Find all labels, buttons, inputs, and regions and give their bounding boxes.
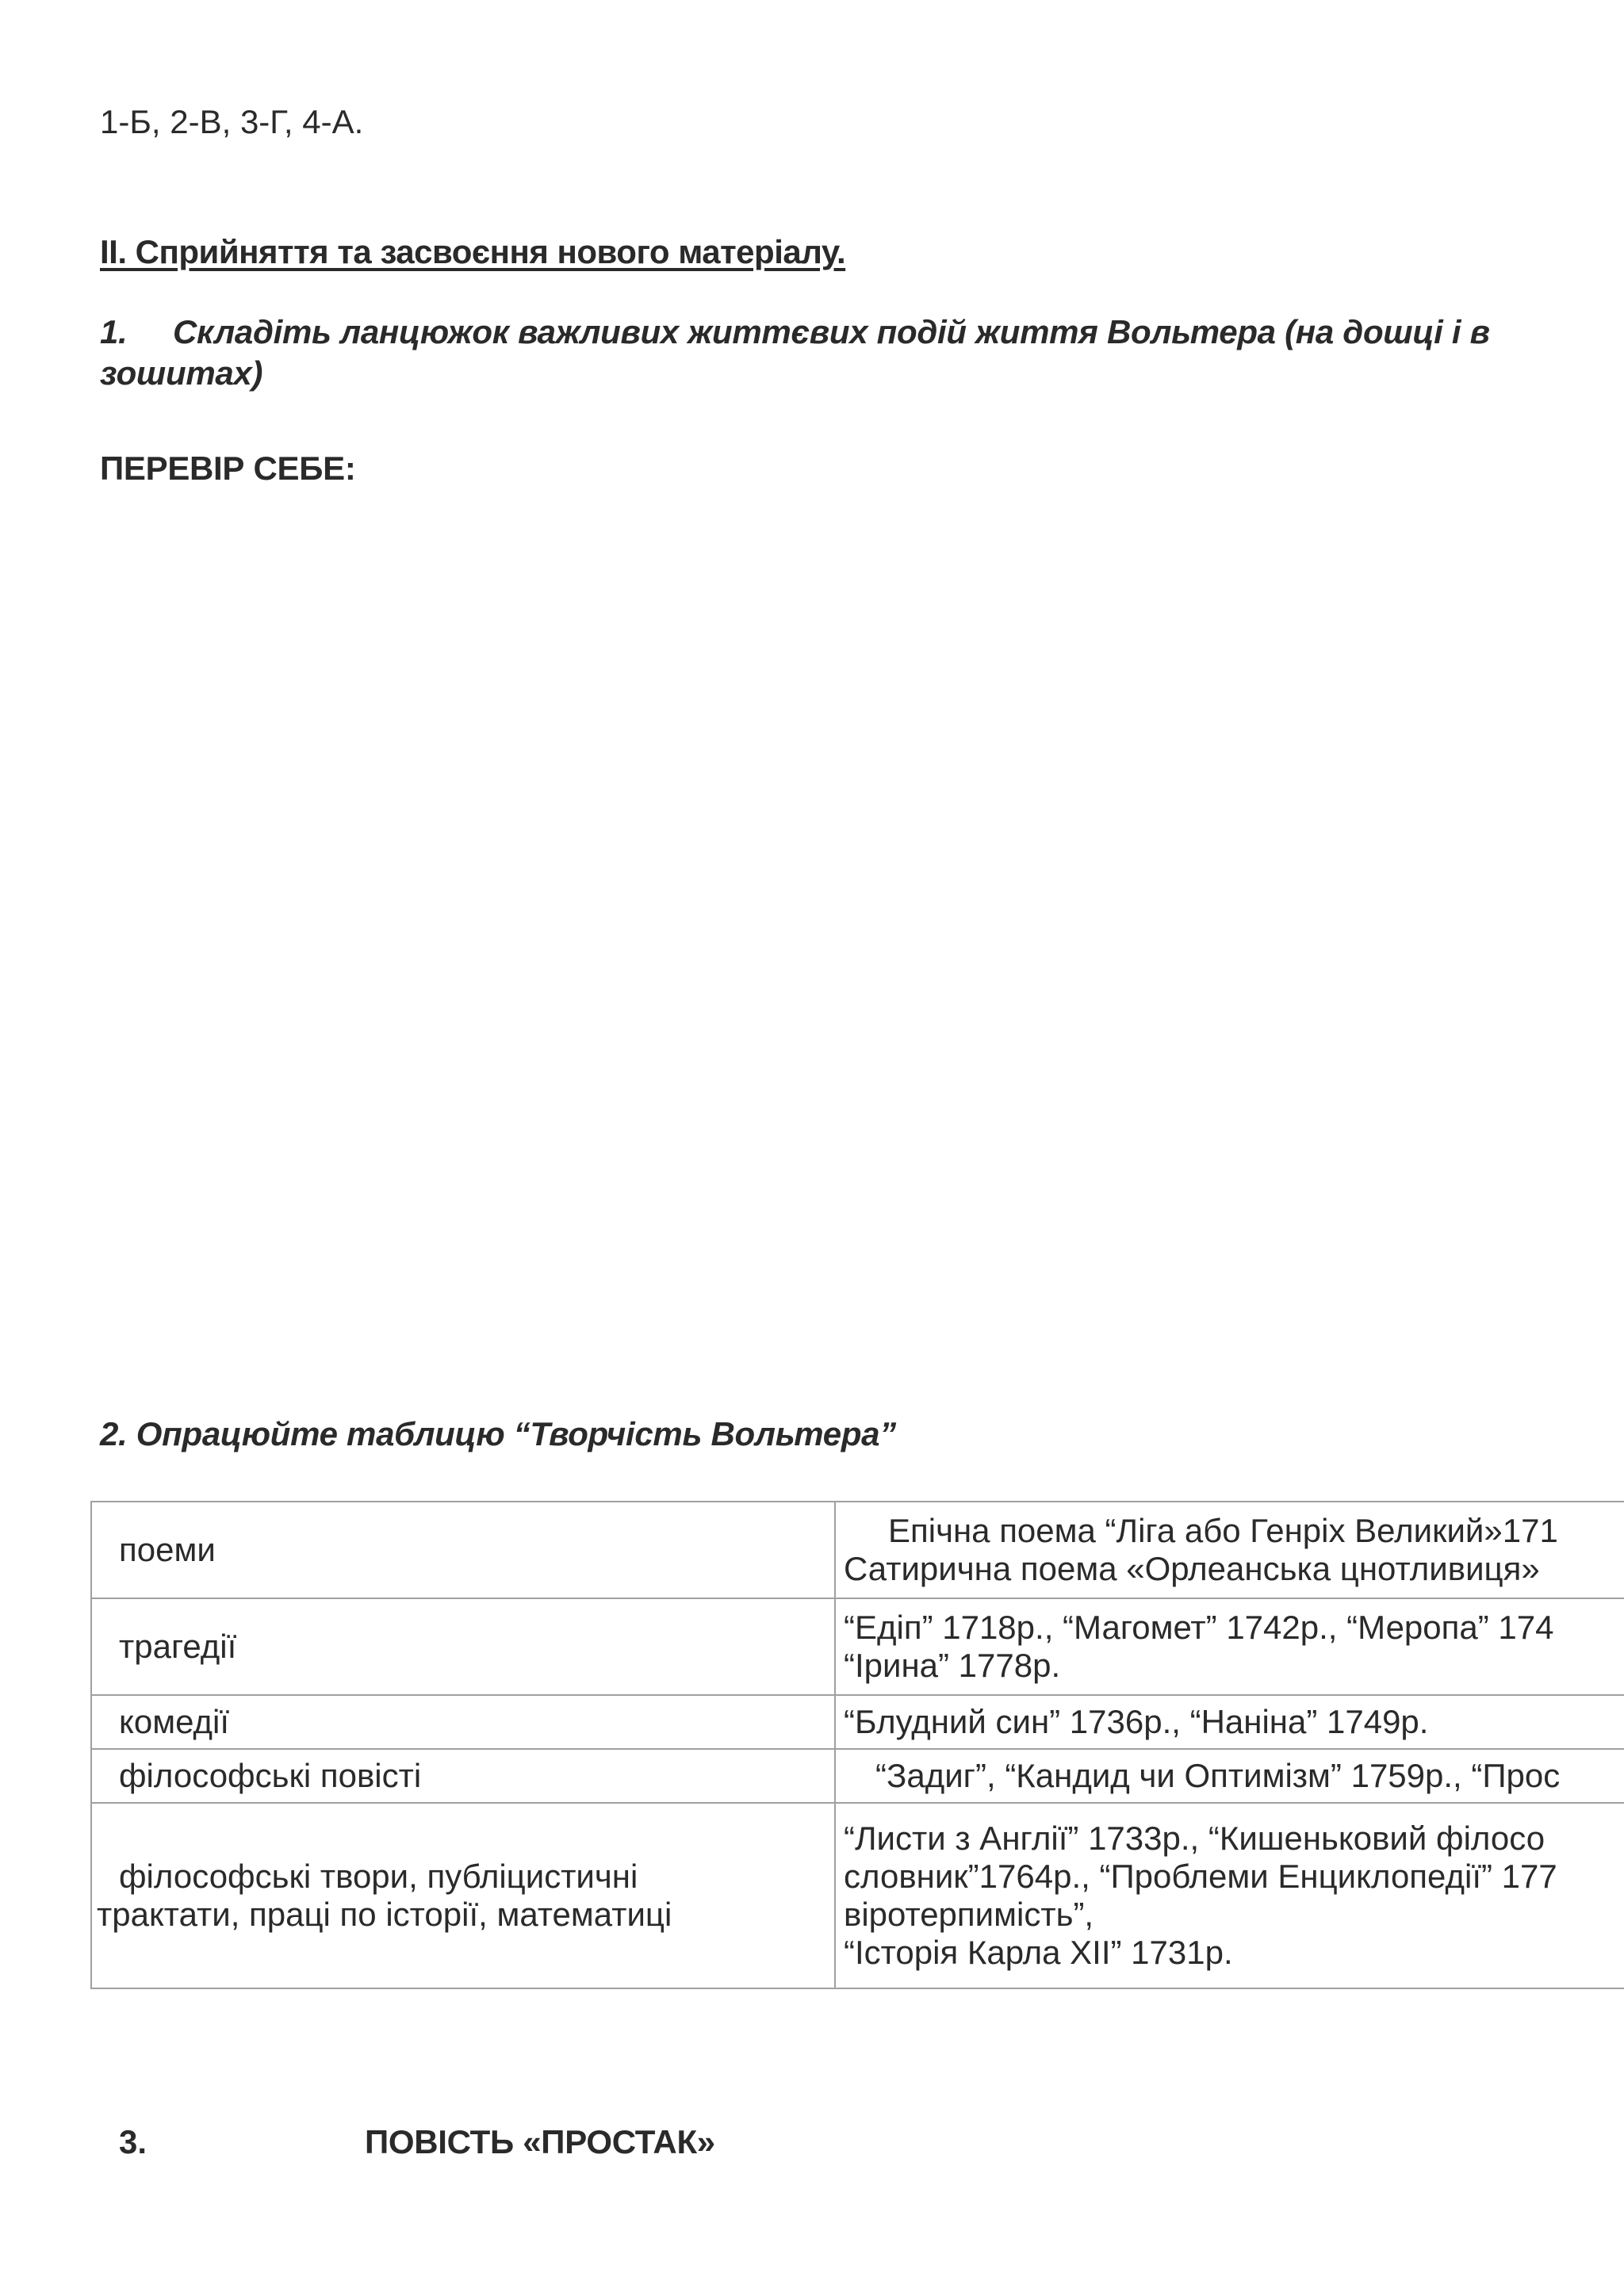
table-row-poems xyxy=(91,1502,1624,1598)
genre-cell xyxy=(91,1598,835,1695)
titles-cell xyxy=(835,1695,1624,1749)
table-row-comedies xyxy=(91,1695,1624,1749)
titles-cell xyxy=(835,1749,1624,1803)
genre-cell xyxy=(91,1803,835,1988)
genre-label: поеми xyxy=(119,1531,216,1568)
titles-line: Епічна поема “Ліга або Генріх Великий»171 xyxy=(888,1512,1558,1549)
voltaire-works-table xyxy=(90,1501,1624,1989)
task-3-title: ПОВІСТЬ «ПРОСТАК» xyxy=(365,2123,715,2160)
titles-cell xyxy=(835,1502,1624,1598)
task-1-number: 1. xyxy=(100,313,128,350)
genre-label: трагедії xyxy=(119,1628,237,1665)
task-1 xyxy=(100,312,1527,394)
table-row-tragedies xyxy=(91,1598,1624,1695)
titles-line: “Історія Карла ХІІ” 1731р. xyxy=(844,1934,1233,1971)
task-2-heading: 2. Опрацюйте таблицю “Творчість Вольтера” xyxy=(100,1415,896,1452)
task-1-text: Складіть ланцюжок важливих життєвих подій життя Вольтера (на дошці і в зошитах) xyxy=(100,313,1490,392)
genre-label: філософські твори, публіцистичні xyxy=(119,1858,638,1895)
answers-line: 1-Б, 2-В, 3-Г, 4-А. xyxy=(100,103,364,140)
titles-line: віротерпимість”, xyxy=(844,1896,1094,1933)
table-row-philosophical-stories xyxy=(91,1749,1624,1803)
table-row-treatises xyxy=(91,1803,1624,1988)
section-title: ІІ. Сприйняття та засвоєння нового матеріалу. xyxy=(100,233,846,270)
genre-cell xyxy=(91,1695,835,1749)
titles-cell xyxy=(835,1803,1624,1988)
genre-cell xyxy=(91,1502,835,1598)
check-yourself-heading: ПЕРЕВІР СЕБЕ: xyxy=(100,450,356,487)
titles-line: “Ірина” 1778р. xyxy=(844,1647,1061,1684)
titles-line: “Задиг”, “Кандид чи Оптимізм” 1759р., “Прос xyxy=(875,1757,1561,1794)
task-3-number: 3. xyxy=(119,2123,147,2160)
genre-label: трактати, праці по історії, математиці xyxy=(97,1896,672,1933)
titles-line: “Блудний син” 1736р., “Наніна” 1749р. xyxy=(844,1703,1429,1740)
titles-line: “Листи з Англії” 1733р., “Кишеньковий філосо xyxy=(844,1820,1545,1857)
titles-line: Сатирична поема «Орлеанська цнотливиця» xyxy=(844,1550,1540,1587)
genre-cell xyxy=(91,1749,835,1803)
titles-cell xyxy=(835,1598,1624,1695)
titles-line: “Едіп” 1718р., “Магомет” 1742р., “Меропа” 174 xyxy=(844,1609,1554,1646)
titles-line: словник”1764р., “Проблеми Енциклопедії” 177 xyxy=(844,1858,1557,1895)
genre-label: філософські повісті xyxy=(119,1757,422,1794)
genre-label: комедії xyxy=(119,1703,230,1740)
